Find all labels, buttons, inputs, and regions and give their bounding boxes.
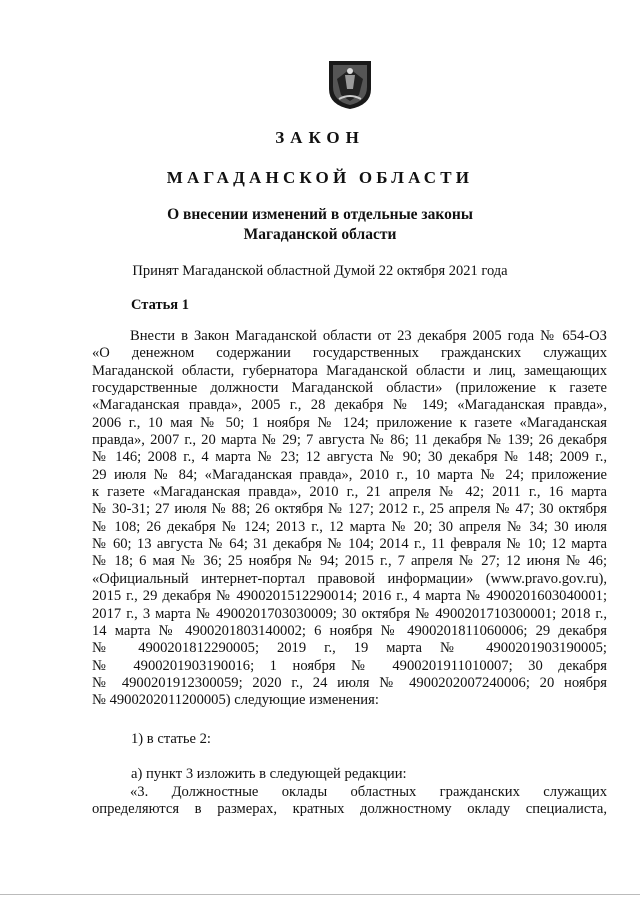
body-line: № 4900201812290005; 2019 г., 19 марта № 4900201903190005; [92,640,607,657]
body-line: № 60; 13 августа № 64; 31 декабря № 104; 2014 г., 11 февраля № 10; 12 марта [92,536,607,553]
quote-line: «3. Должностные оклады областных гражданских служащих [130,784,607,800]
article-body [92,328,607,710]
body-line: «Магаданская правда», 2005 г., 28 декабря № 149; «Магаданская правда», [92,397,607,414]
law-subject [0,205,640,245]
page-edge-line [0,894,640,895]
adoption-note: Принят Магаданской областной Думой 22 октября 2021 года [132,263,508,279]
body-line: 29 июля № 84; «Магаданская правда», 2010 г., 10 марта № 24; приложение [92,466,607,483]
item-2a: а) пункт 3 изложить в следующей редакции: [131,766,407,782]
body-line: Магаданской области, губернатора Магаданской области и лиц, замещающих [92,362,607,379]
body-line: 2017 г., 3 марта № 4900201703030009; 30 октября № 4900201710300001; 2018 г., [92,605,607,622]
body-line: № 4900201912300059; 2020 г., 24 июля № 4900202007240006; 20 ноября [92,674,607,691]
item-1: 1) в статье 2: [131,731,211,747]
body-line: правда», 2007 г., 20 марта № 29; 7 августа № 86; 11 декабря № 139; 26 декабря [92,432,607,449]
body-line: Внести в Закон Магаданской области от 23 декабря 2005 года № 654-ОЗ [130,328,607,344]
body-line: № 146; 2008 г., 4 марта № 23; 12 августа № 90; 30 декабря № 148; 2009 г., [92,449,607,466]
body-line: № 18; 6 мая № 36; 25 ноября № 94; 2015 г., 7 апреля № 27; 12 июня № 46; [92,553,607,570]
body-line: к газете «Магаданская правда», 2010 г., 21 апреля № 42; 2011 г., 16 марта [92,484,607,501]
body-line: № 108; 26 декабря № 124; 2013 г., 12 марта № 20; 30 апреля № 34; 30 июля [92,518,607,535]
body-line: № 4900201903190016; 1 ноября № 4900201911010007; 30 декабря [92,657,607,674]
quoted-text [92,784,607,819]
body-line: № 4900202011200005) следующие изменения: [92,692,379,709]
subject-line: О внесении изменений в отдельные законы [167,206,473,223]
subject-line: Магаданской области [243,226,397,243]
body-line: «О денежном содержании государственных гражданских служащих [92,345,607,362]
quote-line: определяются в размерах, кратных должностному окладу специалиста, [92,801,607,818]
article-title: Статья 1 [131,297,189,313]
body-line: 2015 г., 29 декабря № 4900201512290014; 2016 г., 4 марта № 4900201603040001; [92,588,607,605]
body-line: 2006 г., 10 мая № 50; 1 ноября № 124; приложение к газете «Магаданская [92,414,607,431]
body-line: «Официальный интернет-портал правовой информации» (www.pravo.gov.ru), [92,570,607,587]
coat-of-arms-icon [327,59,373,111]
law-title: ЗАКОН [275,128,365,147]
region-title: МАГАДАНСКОЙ ОБЛАСТИ [166,168,474,187]
body-line: № 30-31; 27 июля № 88; 26 октября № 127; 2012 г., 25 апреля № 47; 30 октября [92,501,607,518]
body-line: государственные должности Магаданской области» (приложение к газете [92,380,607,397]
body-line: 14 марта № 4900201803140002; 6 ноября № 4900201811060006; 29 декабря [92,622,607,639]
